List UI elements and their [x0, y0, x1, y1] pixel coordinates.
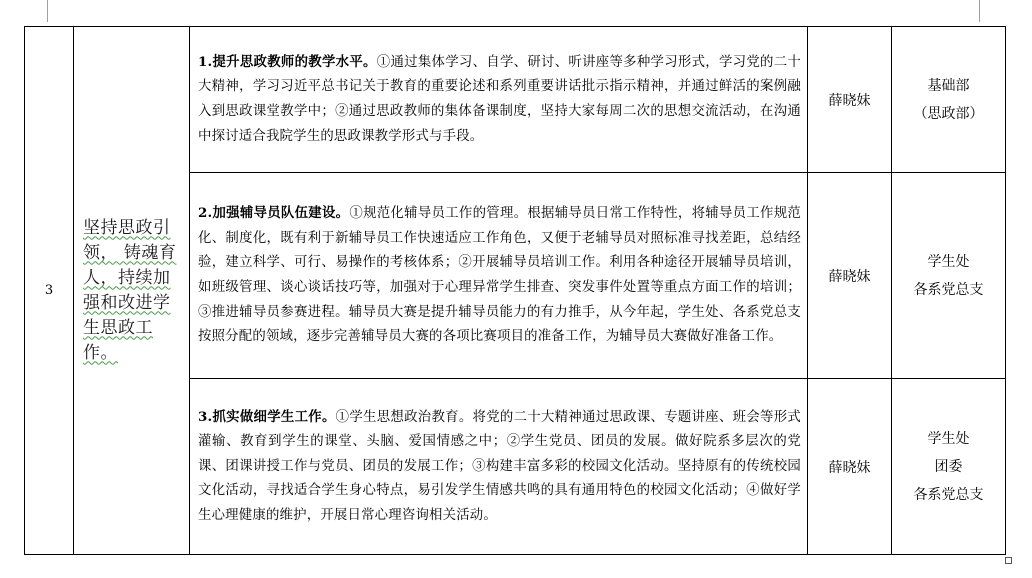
department-name: 各系党总支 [913, 486, 984, 503]
responsible-person: 薛晓妹 [808, 379, 892, 555]
item-title: 3.抓实做细学生工作。 [198, 408, 336, 425]
department-name: 学生处 [927, 430, 970, 447]
goal-cell [74, 27, 190, 555]
department-name: （思政部） [913, 105, 984, 122]
item-body: ①通过集体学习、自学、研讨、听讲座等多种学习形式，学习党的二十大精神，学习习近平总书记关于教育的重要论述和系列重要讲话批示指示精神，并通过鲜活的案例融入到思政课堂教学中；②通过思政教师的集体备课制度，坚持大家每周二次的思想交流活动，在沟通中探讨适合我院学生的思政课教学形式与手段。 [198, 54, 802, 144]
content-item-1 [190, 27, 808, 173]
department-name: 各系党总支 [913, 281, 984, 298]
responsible-person: 薛晓妹 [808, 173, 892, 379]
department-cell [892, 27, 1006, 173]
item-body: ①规范化辅导员工作的管理。根据辅导员日常工作特性，将辅导员工作规范化、制度化，既有利于新辅导员工作快速适应工作角色，又便于老辅导员对照标准寻找差距，总结经验，建立科学、可行、易操作的考核体系；②开展辅导员培训工作。利用各种途径开展辅导员培训，如班级管理、谈心谈话技巧等，加强对于心理异常学生排查、突发事件处置等重点方面工作的培训；③推进辅导员参赛进程。辅导员大赛是提升辅导员能力的有力推手，从今年起，学生处、各系党总支按照分配的领域，逐步完善辅导员大赛的各项比赛项目的准备工作，为辅导员大赛做好准备工作。 [198, 206, 801, 345]
goal-text: 坚持思政引领， 铸魂育人，持续加强和改进学生思政工作。 [83, 217, 177, 363]
department-name: 团委 [934, 458, 963, 475]
department-cell [892, 173, 1006, 379]
content-item-3 [190, 379, 808, 555]
item-body: ①学生思想政治教育。将党的二十大精神通过思政课、专题讲座、班会等形式灌输、教育到学生的课堂、头脑、爱国情感之中；②学生党员、团员的发展。做好院系多层次的党课、团课讲授工作与党员、团员的发展工作；③构建丰富多彩的校园文化活动。坚持原有的传统校园文化活动，寻找适合学生身心特点，易引发学生情感共鸣的具有通用特色的校园文化活动；④做好学生心理健康的维护，开展日常心理咨询相关活动。 [198, 409, 801, 523]
work-plan-table [24, 26, 1006, 555]
item-title: 2.加强辅导员队伍建设。 [198, 205, 350, 222]
department-name: 基础部 [927, 77, 970, 94]
item-title: 1.提升思政教师的教学水平。 [198, 53, 377, 70]
department-name: 学生处 [927, 253, 970, 270]
crop-mark-left [47, 0, 48, 22]
table-row [25, 27, 1006, 173]
department-cell [892, 379, 1006, 555]
table-resize-handle[interactable] [1005, 557, 1012, 564]
crop-mark-right [979, 0, 980, 22]
content-item-2 [190, 173, 808, 379]
row-number: 3 [25, 27, 74, 555]
responsible-person: 薛晓妹 [808, 27, 892, 173]
